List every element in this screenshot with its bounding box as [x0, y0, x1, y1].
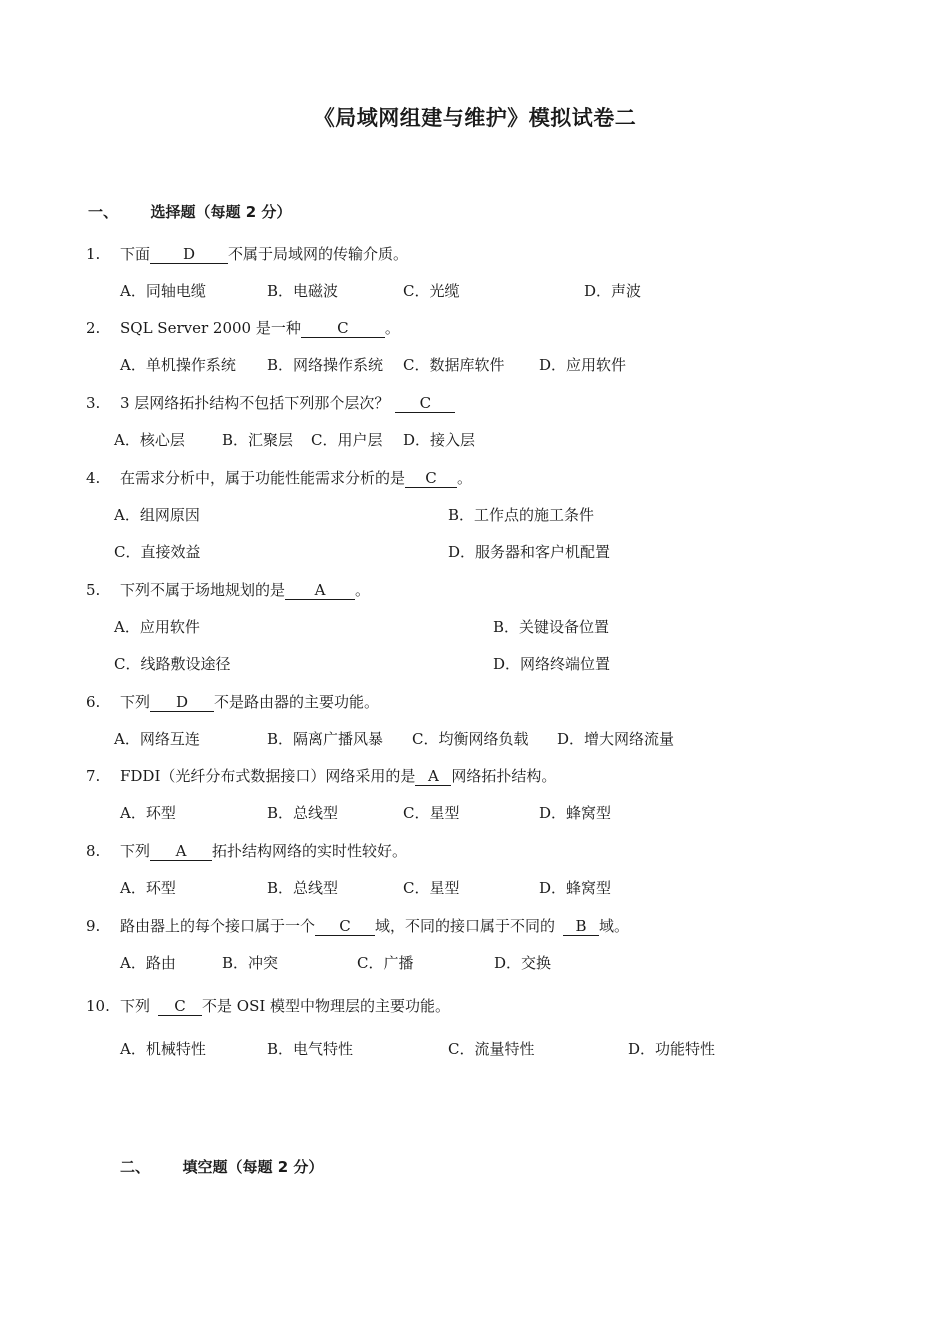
option-b: B．总线型 [267, 804, 339, 822]
option-b: B．电磁波 [267, 282, 339, 300]
section-2-heading [120, 1157, 323, 1177]
answer-blank: A [415, 768, 451, 786]
option-a: A．网络互连 [114, 730, 200, 748]
question-text: 网络拓扑结构。 [451, 767, 557, 785]
option-d: D．网络终端位置 [493, 655, 611, 673]
question-7 [86, 766, 556, 786]
question-text: 下列不属于场地规划的是 [120, 581, 286, 599]
answer-blank-2: B [563, 918, 599, 936]
section-1-number: 一、 [88, 203, 119, 221]
question-number: 6. [86, 693, 101, 711]
option-b: B．电气特性 [267, 1040, 354, 1058]
option-c: C．均衡网络负载 [412, 730, 529, 748]
option-d: D．蜂窝型 [539, 804, 612, 822]
question-text: 下列 [120, 842, 151, 860]
section-1-label: 选择题（每题 2 分） [150, 203, 292, 221]
question-9 [86, 916, 629, 936]
answer-blank: C [405, 470, 457, 488]
answer-blank: C [158, 998, 202, 1016]
option-d: D．应用软件 [539, 356, 627, 374]
option-a: A．核心层 [114, 431, 185, 449]
option-c: C．线路敷设途径 [114, 655, 231, 673]
section-2-label: 填空题（每题 2 分） [182, 1158, 324, 1176]
option-d: D．交换 [494, 954, 552, 972]
option-a: A．环型 [120, 804, 176, 822]
option-a: A．路由 [120, 954, 176, 972]
option-d: D．接入层 [403, 431, 476, 449]
question-number: 10. [86, 997, 110, 1015]
answer-blank: C [315, 918, 375, 936]
option-b: B．冲突 [222, 954, 279, 972]
option-d: D．声波 [584, 282, 642, 300]
question-number: 2. [86, 319, 101, 337]
page-title: 《局域网组建与维护》模拟试卷二 [313, 106, 637, 130]
question-number: 9. [86, 917, 101, 935]
option-a: A．机械特性 [120, 1040, 206, 1058]
section-1-heading [88, 202, 291, 222]
option-c: C．星型 [403, 879, 460, 897]
question-1 [86, 244, 408, 264]
option-a: A．组网原因 [114, 506, 200, 524]
option-d: D．增大网络流量 [557, 730, 675, 748]
option-c: C．流量特性 [448, 1040, 535, 1058]
question-text: 不是路由器的主要功能。 [214, 693, 380, 711]
option-d: D．蜂窝型 [539, 879, 612, 897]
question-number: 7. [86, 767, 101, 785]
question-6 [86, 692, 379, 712]
answer-blank: C [301, 320, 385, 338]
question-10 [86, 996, 450, 1016]
question-3 [86, 393, 455, 413]
question-text: 。 [384, 319, 400, 337]
question-text: 。 [457, 469, 473, 487]
question-number: 3. [86, 394, 101, 412]
option-b: B．汇聚层 [222, 431, 294, 449]
question-text: 在需求分析中，属于功能性能需求分析的是 [120, 469, 406, 487]
option-c: C．星型 [403, 804, 460, 822]
question-text: 不是 OSI 模型中物理层的主要功能。 [202, 997, 451, 1015]
question-text: 。 [355, 581, 371, 599]
option-c: C．广播 [357, 954, 414, 972]
option-a: A．应用软件 [114, 618, 200, 636]
option-b: B．总线型 [267, 879, 339, 897]
question-5 [86, 580, 370, 600]
question-number: 8. [86, 842, 101, 860]
option-d: D．功能特性 [628, 1040, 716, 1058]
option-c: C．数据库软件 [403, 356, 505, 374]
option-a: A．环型 [120, 879, 176, 897]
option-b: B．工作点的施工条件 [448, 506, 595, 524]
question-text: 域，不同的接口属于不同的 [375, 917, 556, 935]
question-number: 5. [86, 581, 101, 599]
question-text: 域。 [599, 917, 630, 935]
option-a: A．单机操作系统 [120, 356, 236, 374]
option-c: C．光缆 [403, 282, 460, 300]
question-text: FDDI（光纤分布式数据接口）网络采用的是 [120, 767, 416, 785]
question-number: 4. [86, 469, 101, 487]
question-text: 路由器上的每个接口属于一个 [120, 917, 316, 935]
option-b: B．隔离广播风暴 [267, 730, 384, 748]
section-2-number: 二、 [120, 1158, 151, 1176]
answer-blank: A [150, 843, 212, 861]
question-8 [86, 841, 407, 861]
question-text: 下面 [120, 245, 151, 263]
question-text: 3 层网络拓扑结构不包括下列那个层次？ [120, 394, 390, 412]
question-text: 下列 [120, 997, 151, 1015]
answer-blank: D [150, 246, 228, 264]
option-d: D．服务器和客户机配置 [448, 543, 611, 561]
option-b: B．关键设备位置 [493, 618, 610, 636]
option-c: C．用户层 [311, 431, 383, 449]
question-text: 不属于局域网的传输介质。 [228, 245, 409, 263]
option-a: A．同轴电缆 [120, 282, 206, 300]
question-number: 1. [86, 245, 101, 263]
question-2 [86, 318, 400, 338]
option-b: B．网络操作系统 [267, 356, 384, 374]
question-4 [86, 468, 472, 488]
answer-blank: D [150, 694, 214, 712]
question-text: 拓扑结构网络的实时性较好。 [212, 842, 408, 860]
answer-blank: C [395, 395, 455, 413]
question-text: SQL Server 2000 是一种 [120, 319, 301, 337]
answer-blank: A [285, 582, 355, 600]
option-c: C．直接效益 [114, 543, 201, 561]
question-text: 下列 [120, 693, 151, 711]
